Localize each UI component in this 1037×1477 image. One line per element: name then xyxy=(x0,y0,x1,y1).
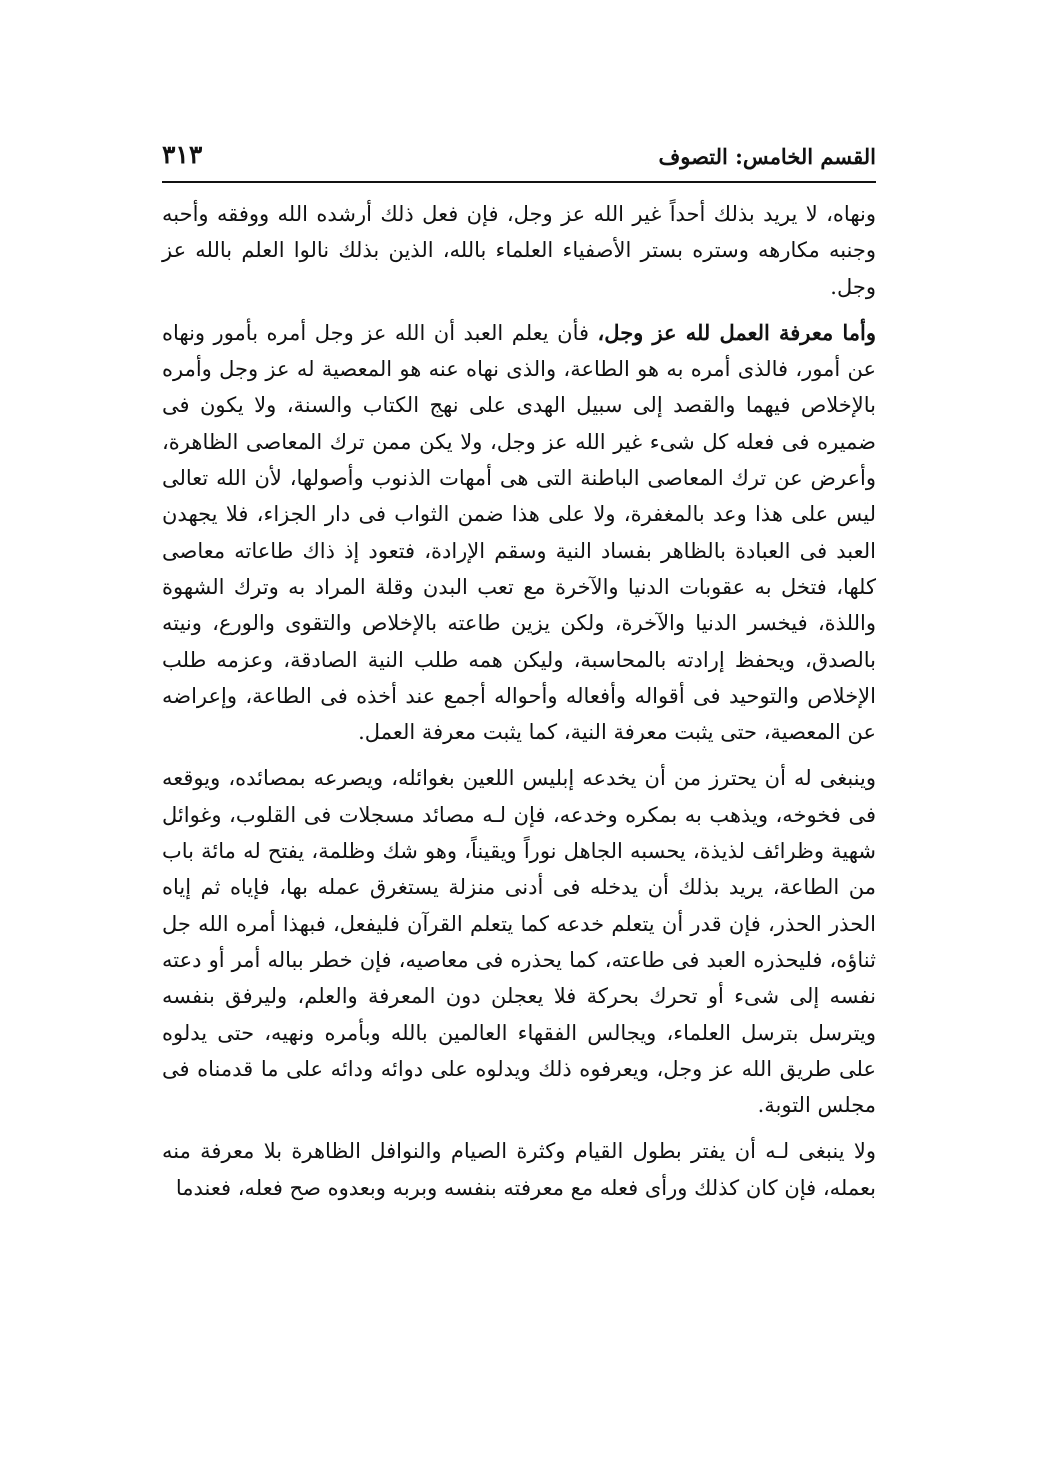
body-text xyxy=(162,196,876,1216)
paragraph-text: ولا ينبغى لـه أن يفتر بطول القيام وكثرة الصيام والنوافل الظاهرة بلا معرفة منه بعمله، فإن كان كذلك ورأى فعله مع معرفته بنفسه وبربه وبعدوه صح فعله، فعندما xyxy=(162,1139,876,1200)
header-rule xyxy=(162,181,876,183)
paragraph-text: وينبغى له أن يحترز من أن يخدعه إبليس اللعين بغوائله، ويصرعه بمصائده، ويوقعه فى فخوخه، ويذهب به بمكره وخدعه، فإن لـه مصائد مسجلات فى القلوب، وغوائل شهية وظرائف لذيذة، يحسبه الجاهل نوراً ويقيناً، وهو شك وظلمة، يفتح له مائة باب من الطاعة، يريد بذلك أن يدخله فى أدنى منزلة يستغرق عمله بها، فإياه ثم إياه الحذر الحذر، فإن قدر أن يتعلم خدعه كما يتعلم القرآن فليفعل، فبهذا أمره الله جل ثناؤه، فليحذره العبد فى طاعته، كما يحذره فى معاصيه، فإن خطر بباله أمر أو دعته نفسه إلى شىء أو تحرك بحركة فلا يعجلن دون المعرفة والعلم، وليرفق بنفسه ويترسل بترسل العلماء، ويجالس الفقهاء العالمين بالله وبأمره ونهيه، حتى يدلوه على طريق الله عز وجل، ويعرفوه ذلك ويدلوه على دوائه ودائه على ما قدمناه فى مجلس التوبة. xyxy=(162,766,876,1118)
paragraph-lead: وأما معرفة العمل لله عز وجل، xyxy=(597,319,876,345)
page-header xyxy=(162,138,876,178)
paragraph xyxy=(162,315,876,751)
page-number: ٣١٣ xyxy=(162,140,203,169)
running-title: القسم الخامس: التصوف xyxy=(658,144,876,169)
paragraph-text: فأن يعلم العبد أن الله عز وجل أمره بأمور ونهاه عن أمور، فالذى أمره به هو الطاعة، والذى نهاه عنه هو المعصية له عز وجل وأمره بالإخلاص فيهما والقصد إلى سبيل الهدى على نهج الكتاب والسنة، ولا يكون فى ضميره فى فعله كل شىء غير الله عز وجل، ولا يكن ممن ترك المعاصى الظاهرة، وأعرض عن ترك المعاصى الباطنة التى هى أمهات الذنوب وأصولها، لأن الله تعالى ليس على هذا وعد بالمغفرة، ولا على هذا ضمن الثواب فى دار الجزاء، فلا يجهدن العبد فى العبادة بالظاهر بفساد النية وسقم الإرادة، فتعود إذ ذاك طاعاته معاصى كلها، فتخل به عقوبات الدنيا والآخرة مع تعب البدن وقلة المراد به وترك الشهوة واللذة، فيخسر الدنيا والآخرة، ولكن يزين طاعته بالإخلاص والتقوى والورع، ونيته بالصدق، ويحفظ إرادته بالمحاسبة، وليكن همه طلب النية الصادقة، وعزمه طلب الإخلاص والتوحيد فى أقواله وأفعاله وأحواله أجمع عند أخذه فى الطاعة، وإعراضه عن المعصية، حتى يثبت معرفة النية، كما يثبت معرفة العمل. xyxy=(162,320,876,745)
paragraph-text: ونهاه، لا يريد بذلك أحداً غير الله عز وجل، فإن فعل ذلك أرشده الله ووفقه وأحبه وجنبه مكارهه وستره بستر الأصفياء العلماء بالله، الذين بذلك نالوا العلم بالله عز وجل. xyxy=(162,202,876,299)
paragraph xyxy=(162,760,876,1123)
paragraph xyxy=(162,1133,876,1206)
paragraph xyxy=(162,196,876,305)
